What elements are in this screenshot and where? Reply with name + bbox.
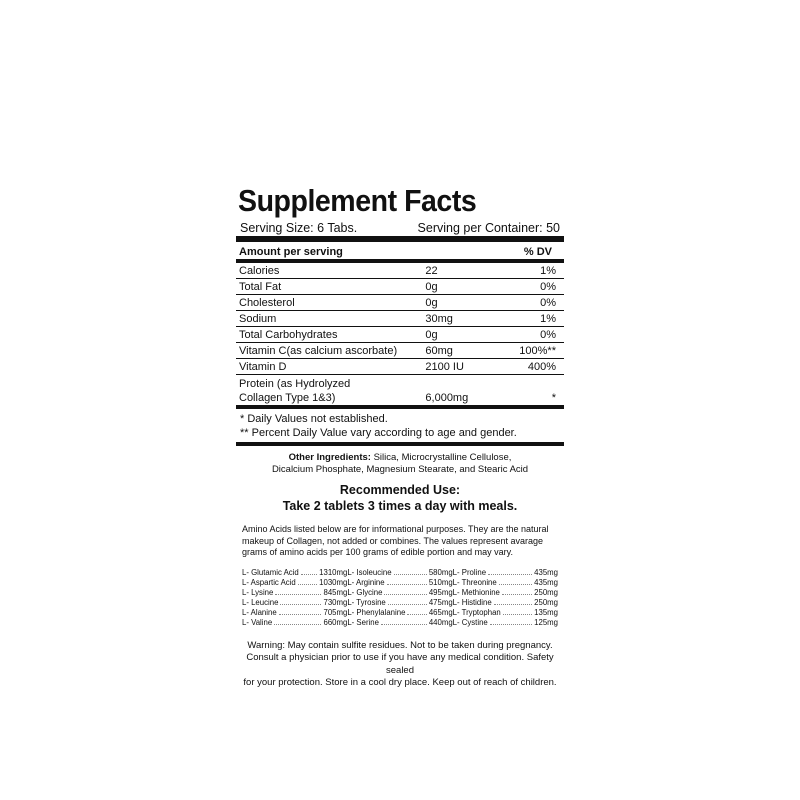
leader-dots (384, 588, 426, 595)
amino-value: 435mg (534, 567, 558, 577)
table-row (236, 343, 564, 359)
recommended-use-text: Take 2 tablets 3 times a day with meals. (282, 499, 518, 513)
amino-value: 1310mg (319, 567, 348, 577)
list-item (242, 598, 347, 608)
amino-name: L- Valine (242, 617, 273, 627)
list-item (242, 588, 347, 598)
leader-dots (274, 618, 321, 625)
amino-name: L- Serine (347, 617, 379, 627)
amino-name: L- Threonine (452, 577, 497, 587)
amino-value: 845mg (323, 587, 348, 597)
nutrient-table (236, 242, 564, 409)
dv-header: % DV (516, 242, 564, 261)
amino-name: L- Methionine (452, 587, 500, 597)
nutrient-amount: 6,000mg (411, 375, 516, 408)
other-ingredients-line2: Dicalcium Phosphate, Magnesium Stearate, and Stearic Acid (271, 464, 529, 475)
amino-value: 730mg (323, 597, 348, 607)
list-item (347, 618, 452, 628)
amino-column (453, 568, 558, 628)
nutrient-amount: 0g (411, 327, 516, 343)
list-item (242, 618, 347, 628)
nutrient-name: Total Carbohydrates (236, 327, 411, 343)
label-title: Supplement Facts (238, 183, 477, 218)
amino-name: L- Glutamic Acid (242, 567, 299, 577)
nutrient-dv: 0% (516, 327, 564, 343)
amino-value: 705mg (323, 607, 348, 617)
list-item (453, 608, 558, 618)
nutrient-name-line2: Collagen Type 1&3) (239, 392, 336, 404)
list-item (242, 568, 347, 578)
amino-name: L- Phenylalanine (347, 607, 406, 617)
list-item (347, 578, 452, 588)
list-item (453, 598, 558, 608)
leader-dots (279, 608, 322, 615)
leader-dots (394, 568, 427, 575)
amino-value: 510mg (428, 577, 453, 587)
leader-dots (387, 578, 427, 585)
list-item (453, 578, 558, 588)
footnote: * Daily Values not established. (240, 413, 388, 425)
list-item (347, 608, 452, 618)
nutrient-name: Vitamin C(as calcium ascorbate) (236, 343, 411, 359)
nutrient-name: Cholesterol (236, 295, 411, 311)
amino-value: 435mg (534, 577, 558, 587)
amino-value: 580mg (428, 567, 453, 577)
leader-dots (301, 568, 317, 575)
leader-dots (280, 598, 321, 605)
table-row (236, 261, 564, 279)
amino-value: 495mg (428, 587, 453, 597)
amino-name: L- Aspartic Acid (242, 577, 296, 587)
servings-per-container: Serving per Container: 50 (417, 221, 560, 235)
recommended-use-title: Recommended Use: (339, 483, 461, 497)
nutrient-name-line1: Protein (as Hydrolyzed (239, 378, 351, 390)
nutrient-name: Total Fat (236, 279, 411, 295)
table-row (236, 279, 564, 295)
nutrient-amount: 2100 IU (411, 359, 516, 375)
amino-name: L- Isoleucine (347, 567, 392, 577)
nutrient-name: Sodium (236, 311, 411, 327)
table-row (236, 295, 564, 311)
table-row (236, 375, 564, 408)
nutrient-amount: 30mg (411, 311, 516, 327)
list-item (347, 598, 452, 608)
amino-name: L- Lysine (242, 587, 274, 597)
nutrient-dv: 0% (516, 295, 564, 311)
list-item (347, 588, 452, 598)
amino-name: L- Proline (452, 567, 487, 577)
warning-text (236, 640, 564, 690)
table-row (236, 311, 564, 327)
other-ingredients (236, 452, 564, 476)
footnotes (236, 409, 564, 446)
amino-value: 660mg (323, 617, 348, 627)
amino-acid-grid (236, 568, 564, 628)
amino-name: L- Alanine (242, 607, 277, 617)
amino-name: L- Histidine (452, 597, 492, 607)
nutrient-amount: 0g (411, 279, 516, 295)
warning-line: Warning: May contain sulfite residues. Not to be taken during pregnancy. (247, 639, 553, 651)
amino-value: 250mg (534, 597, 558, 607)
nutrient-dv: * (516, 375, 564, 408)
leader-dots (503, 608, 532, 615)
amino-column (347, 568, 452, 628)
amino-value: 440mg (428, 617, 453, 627)
supplement-facts-label (236, 184, 564, 690)
nutrient-name: Vitamin D (236, 359, 411, 375)
leader-dots (499, 578, 532, 585)
amino-name: L- Leucine (242, 597, 279, 607)
amino-value: 465mg (428, 607, 453, 617)
serving-size: Serving Size: 6 Tabs. (240, 221, 358, 235)
amino-column (242, 568, 347, 628)
amount-per-serving-header: Amount per serving (236, 242, 516, 261)
table-row (236, 327, 564, 343)
list-item (242, 578, 347, 588)
list-item (347, 568, 452, 578)
leader-dots (381, 618, 427, 625)
other-ingredients-line1: Silica, Microcrystalline Cellulose, (370, 452, 512, 463)
leader-dots (502, 588, 532, 595)
amino-name: L- Arginine (347, 577, 385, 587)
table-row (236, 359, 564, 375)
serving-info (236, 220, 564, 242)
nutrient-amount: 22 (411, 261, 516, 279)
leader-dots (388, 598, 427, 605)
warning-line: for your protection. Store in a cool dry place. Keep out of reach of children. (243, 677, 557, 688)
list-item (242, 608, 347, 618)
warning-line: Consult a physician prior to use if you have any medical condition. Safety sealed (246, 652, 554, 676)
leader-dots (488, 568, 532, 575)
nutrient-dv: 0% (516, 279, 564, 295)
amino-value: 125mg (534, 617, 558, 627)
leader-dots (494, 598, 532, 605)
leader-dots (490, 618, 532, 625)
list-item (453, 568, 558, 578)
footnote: ** Percent Daily Value vary according to age and gender. (240, 427, 517, 439)
nutrient-dv: 400% (516, 359, 564, 375)
leader-dots (275, 588, 321, 595)
amino-name: L- Cystine (452, 617, 488, 627)
table-header-row (236, 242, 564, 261)
amino-acids-intro: Amino Acids listed below are for informational purposes. They are the natural makeup of Collagen, not added or combines. The values represent avarage grams of amino acids per 100 grams of edible portion and may vary. (242, 524, 549, 557)
list-item (453, 618, 558, 628)
amino-value: 475mg (428, 597, 453, 607)
amino-name: L- Tryptophan (452, 607, 501, 617)
nutrient-dv: 100%** (516, 343, 564, 359)
leader-dots (407, 608, 426, 615)
list-item (453, 588, 558, 598)
nutrient-dv: 1% (516, 261, 564, 279)
amino-value: 250mg (534, 587, 558, 597)
nutrient-name (236, 375, 411, 408)
amino-name: L- Tyrosine (347, 597, 386, 607)
nutrient-dv: 1% (516, 311, 564, 327)
other-ingredients-label: Other Ingredients: (288, 452, 371, 463)
nutrient-amount: 60mg (411, 343, 516, 359)
nutrient-amount: 0g (411, 295, 516, 311)
leader-dots (298, 578, 317, 585)
amino-name: L- Glycine (347, 587, 383, 597)
amino-value: 135mg (534, 607, 558, 617)
amino-value: 1030mg (319, 577, 348, 587)
nutrient-name: Calories (236, 261, 411, 279)
